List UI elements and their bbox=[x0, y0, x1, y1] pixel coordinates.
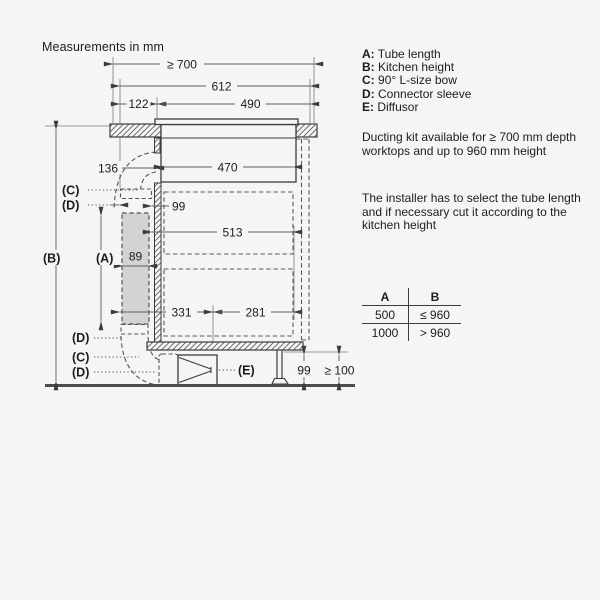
legend-item-tube: A: Tube length bbox=[362, 47, 441, 61]
label-sleeve-bottom: (D) bbox=[72, 365, 90, 380]
label-sleeve-top: (D) bbox=[62, 198, 80, 213]
worktop-right bbox=[296, 124, 317, 137]
dim-value-hob-width: 490 bbox=[240, 97, 261, 111]
dim-value-inner-depth: 513 bbox=[222, 225, 243, 240]
note-installer: The installer has to select the tube length and if necessary cut it according to the kitchen height bbox=[362, 191, 581, 233]
dim-value-tube-width: 89 bbox=[128, 249, 143, 264]
hob-plate bbox=[155, 119, 298, 125]
table-header-b: B bbox=[409, 288, 462, 306]
legend-item-connector-sleeve: D: Connector sleeve bbox=[362, 86, 472, 101]
floor-line bbox=[45, 384, 355, 387]
label-bow-top: (C) bbox=[62, 183, 80, 198]
drawer-lower bbox=[164, 269, 293, 336]
dim-value-bottom-right: 281 bbox=[245, 305, 266, 320]
table-row bbox=[362, 306, 461, 324]
connector-sleeve-bottom bbox=[159, 354, 178, 386]
partition-panel bbox=[155, 183, 162, 345]
tube-length-table bbox=[362, 288, 461, 341]
table-header-a: A bbox=[362, 288, 409, 306]
dim-value-bottom-left: 331 bbox=[171, 305, 192, 320]
note-ducting-kit: Ducting kit available for ≥ 700 mm depth worktops and up to 960 mm height bbox=[362, 130, 577, 158]
dim-value-hood-width: 470 bbox=[217, 160, 238, 175]
measurements-unit-note: Measurements in mm bbox=[42, 40, 164, 54]
label-tube: (A) bbox=[96, 251, 114, 266]
label-bow-bottom: (C) bbox=[72, 350, 90, 365]
dimension-lines bbox=[56, 64, 339, 381]
table-row bbox=[362, 324, 461, 342]
leg-foot bbox=[272, 379, 288, 385]
legend-item-bow: C: 90° L-size bow bbox=[362, 73, 457, 88]
dim-value-duct-offset: 136 bbox=[97, 161, 118, 176]
cabinet-bottom-panel bbox=[147, 342, 303, 350]
table-cell: > 960 bbox=[409, 324, 462, 342]
table-cell: 1000 bbox=[371, 325, 399, 340]
dim-value-left-offset: 122 bbox=[128, 97, 149, 111]
dim-value-floor-clearance: ≥ 100 bbox=[324, 363, 355, 378]
connector-sleeve-mid bbox=[121, 325, 148, 335]
label-kitchen-height: (B) bbox=[43, 251, 61, 266]
dim-value-overall-width: 612 bbox=[211, 79, 232, 94]
label-diffusor: (E) bbox=[238, 363, 255, 378]
duct-outlet-stub bbox=[155, 138, 161, 153]
dim-value-sleeve-gap: 99 bbox=[172, 199, 186, 214]
table-cell: 500 bbox=[362, 306, 409, 324]
parts-legend bbox=[362, 48, 471, 114]
table-header-row bbox=[362, 288, 461, 306]
table-cell: ≤ 960 bbox=[409, 306, 462, 324]
label-sleeve-mid: (D) bbox=[72, 331, 90, 345]
worktop-left bbox=[110, 124, 161, 137]
legend-item-diffusor: E: Diffusor bbox=[362, 99, 419, 114]
dimension-text-backgrounds bbox=[40, 57, 360, 377]
tube bbox=[122, 213, 149, 324]
legend-item-kitchen-height: B: Kitchen height bbox=[362, 60, 455, 75]
dim-value-worktop-depth: ≥ 700 bbox=[167, 57, 197, 72]
dim-value-diffusor-height: 99 bbox=[297, 363, 311, 378]
